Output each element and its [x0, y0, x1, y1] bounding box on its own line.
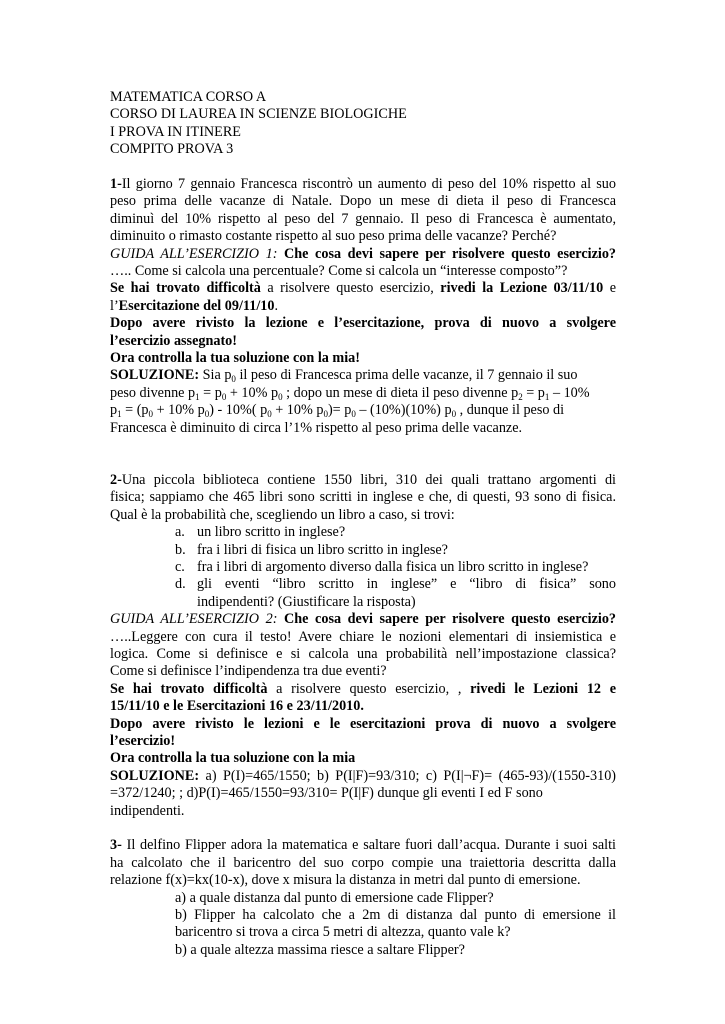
ex2-line2: fisica; sappiamo che 465 libri sono scritti in inglese e che, di questi, 93 sono di fisica. [110, 489, 616, 506]
ex2-retry-2: l’esercizio! [110, 732, 176, 749]
ex1-line3: diminuì del 10% rispetto al peso del 7 gennaio. Il peso di Francesca è aumentato, [110, 210, 616, 227]
ex1-line1: 1-Il giorno 7 gennaio Francesca riscontrò un aumento di peso del 10% rispetto al suo [110, 176, 616, 193]
ex2-lessons: 15/11/10 e le Esercitazioni 16 e 23/11/2010. [110, 698, 364, 715]
course-title: MATEMATICA CORSO A [110, 89, 267, 105]
ex2-line3: Qual è la probabilità che, scegliendo un libro a caso, si trovi: [110, 506, 455, 523]
ex1-retry-1: Dopo avere rivisto la lezione e l’esercitazione, prova di nuovo a svolgere [110, 315, 616, 332]
test-title: COMPITO PROVA 3 [110, 141, 234, 158]
ex2-retry-1: Dopo avere rivisto le lezioni e le esercitazioni prova di nuovo a svolgere [110, 715, 616, 732]
ex2-guide-3: Come si definisce l’indipendenza tra due eventi? [110, 663, 387, 680]
list-item: a. un libro scritto in inglese? [175, 524, 346, 541]
ex3-line1: 3- Il delfino Flipper adora la matematica e saltare fuori dall’acqua. Durante i suoi salti [110, 837, 616, 854]
ex3-question-a: a) a quale distanza dal punto di emersione cade Flipper? [175, 889, 494, 906]
ex2-guide-2: logica. Come si definisce e si calcola una probabilità nell’impostazione classica? [110, 645, 616, 662]
ex1-guide-text: ….. Come si calcola una percentuale? Come si calcola un “interesse composto”? [110, 263, 568, 280]
ex1-line4: diminuito o rimasto costante rispetto al suo peso prima delle vacanze? Perché? [110, 228, 557, 245]
ex3-question-b-cont: baricentro si trova a circa 5 metri di altezza, quanto vale k? [175, 924, 511, 941]
ex1-solution-1: SOLUZIONE: Sia $p_0$ il peso di Francesca prima delle vacanze, il 7 gennaio il suo [110, 367, 578, 385]
ex3-line2: ha calcolato che il baricentro del suo corpo compie una traiettoria descritta dalla [110, 854, 616, 871]
ex1-solution-4: Francesca è diminuito di circa l’1% rispetto al peso prima delle vacanze. [110, 419, 523, 436]
ex3-question-c: b) a quale altezza massima riesce a saltare Flipper? [175, 941, 465, 958]
list-item: c. fra i libri di argomento diverso dalla fisica un libro scritto in inglese? [175, 558, 589, 575]
ex2-line1: 2-Una piccola biblioteca contiene 1550 libri, 310 dei quali trattano argomenti di [110, 471, 616, 488]
list-item: d. gli eventi “libro scritto in inglese” e “libro di fisica” sono indipendenti? (Giustificare la risposta) [175, 576, 616, 610]
ex1-retry-2: l’esercizio assegnato! [110, 332, 237, 349]
ex1-solution-2: peso divenne $p_1 = p_0 + 10\%$ $p_0$ ; dopo un mese di dieta il peso divenne $p_2 = p_1 - 10\%$ [110, 384, 590, 402]
document-page [110, 89, 616, 959]
ex2-check: Ora controlla la tua soluzione con la mia [110, 750, 356, 767]
ex1-line2: peso prima delle vacanze di Natale. Dopo un mese di dieta il peso di Francesca [110, 193, 616, 210]
ex2-difficulty: Se hai trovato difficoltà a risolvere questo esercizio, , rivedi le Lezioni 12 e [110, 680, 616, 697]
exam-title: I PROVA IN ITINERE [110, 123, 241, 140]
ex2-guide-1: …..Leggere con cura il testo! Avere chiare le nozioni elementari di insiemistica e [110, 628, 616, 645]
ex1-solution-3: $p_1 = (p_0 + 10\%$ $p_0) - 10\%$( $p_0 + 10\%$ $p_0)= p_0 - (10\%)(10\%)$ $p_0$ , dunque il peso di [110, 402, 565, 420]
ex2-solution-2: =372/1240; ; d)P(I)=465/1550=93/310= P(I|F) dunque gli eventi I ed F sono [110, 785, 543, 802]
ex1-guide: GUIDA ALL’ESERCIZIO 1: Che cosa devi sapere per risolvere questo esercizio? [110, 245, 617, 262]
ex1-esercitazione: l’Esercitazione del 09/11/10. [110, 297, 279, 314]
ex1-check: Ora controlla la tua soluzione con la mia! [110, 350, 360, 367]
degree-title: CORSO DI LAUREA IN SCIENZE BIOLOGICHE [110, 106, 407, 123]
ex3-line3: relazione f(x)=kx(10-x), dove x misura la distanza in metri dal punto di emersione. [110, 872, 581, 889]
ex1-difficulty: Se hai trovato difficoltà a risolvere questo esercizio, rivedi la Lezione 03/11/10 e [110, 280, 617, 297]
ex2-solution-3: indipendenti. [110, 802, 185, 819]
ex2-guide: GUIDA ALL’ESERCIZIO 2: Che cosa devi sapere per risolvere questo esercizio? [110, 611, 617, 628]
ex3-question-b: b) Flipper ha calcolato che a 2m di distanza dal punto di emersione il [175, 907, 616, 924]
ex2-solution-1: SOLUZIONE: a) P(I)=465/1550; b) P(I|F)=93/310; c) P(I|¬F)= (465-93)/(1550-310) [110, 767, 617, 784]
list-item: b. fra i libri di fisica un libro scritto in inglese? [175, 541, 448, 558]
